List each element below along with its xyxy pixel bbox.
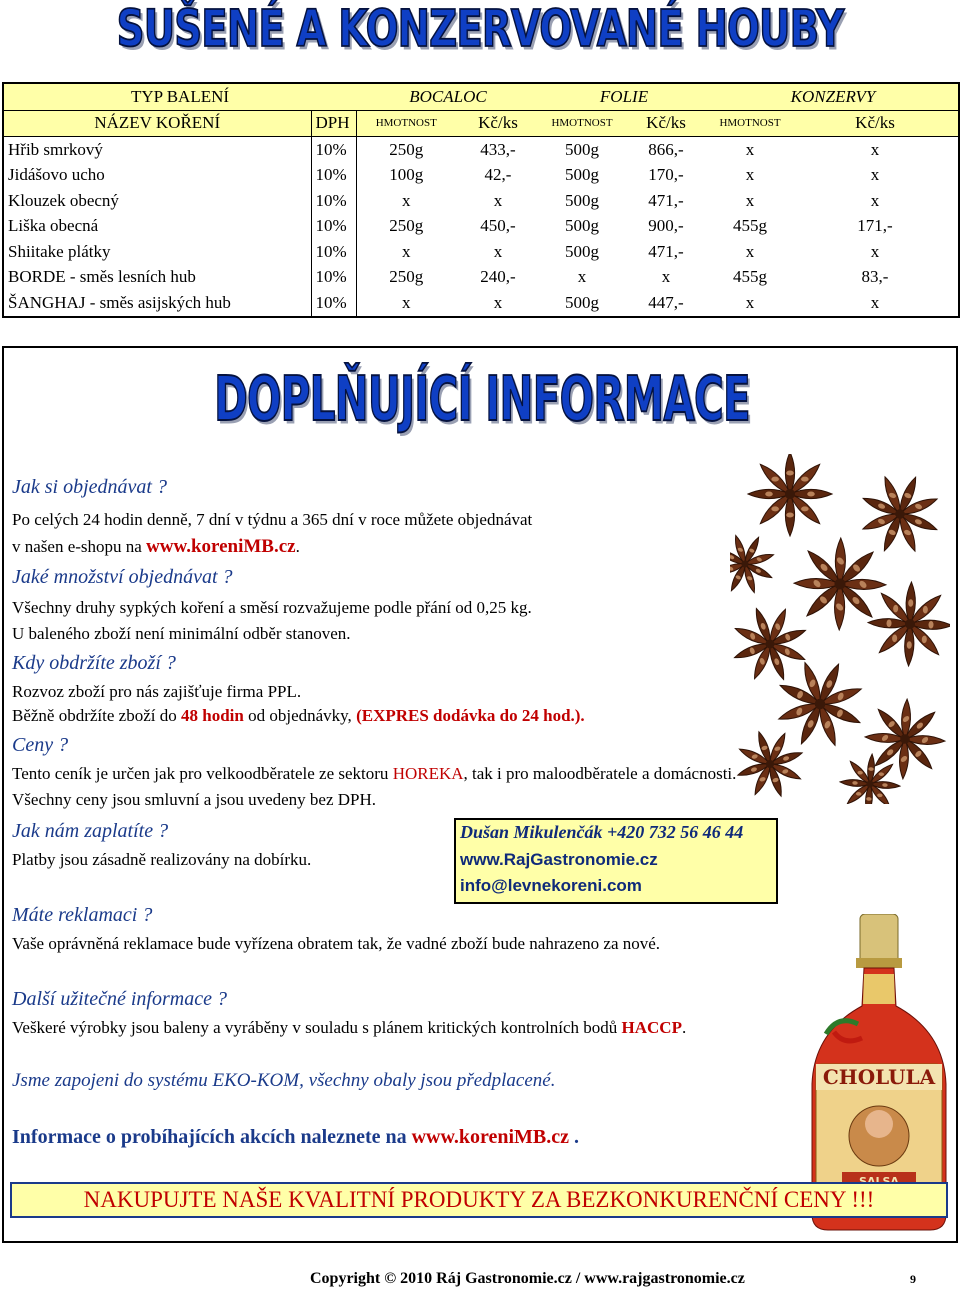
answer-payment: Platby jsou zásadně realizovány na dobírku.: [12, 850, 312, 869]
konzervy-weight-header: HMOTNOST: [708, 110, 792, 137]
item-dph: 10%: [311, 290, 356, 317]
bocaloc-price: 42,-: [484, 165, 512, 185]
item-name: Liška obecná: [8, 216, 99, 236]
bocaloc-weight: x: [402, 190, 411, 210]
contact-email-link[interactable]: info@levnekoreni.com: [460, 876, 642, 895]
bocaloc-price: x: [493, 190, 503, 210]
table-row: [3, 188, 959, 214]
bocaloc-price: 433,-: [480, 139, 516, 159]
answer-how-order-1: Po celých 24 hodin denně, 7 dní v týdnu a 365 dní v roce můžete objednávat: [12, 510, 533, 529]
table-row: [3, 137, 959, 163]
bocaloc-weight: 100g: [389, 165, 424, 185]
folie-weight: 500g: [565, 292, 599, 312]
price-table: [2, 82, 960, 318]
item-name: ŠANGHAJ - směs asijských hub: [8, 292, 231, 312]
item-name: Shiitake plátky: [8, 241, 111, 261]
question-more-info: Další užitečné informace ?: [12, 988, 227, 1010]
konzervy-weight: 455g: [733, 267, 768, 287]
item-dph: 10%: [311, 188, 356, 214]
konzervy-weight: x: [745, 165, 755, 185]
konzervy-price: 171,-: [857, 216, 893, 236]
konzervy-weight: x: [745, 190, 755, 210]
folie-price-header: Kč/ks: [624, 110, 708, 137]
promo-info: Informace o probíhajících akcích naleznete na www.koreniMB.cz .: [12, 1126, 580, 1148]
page-title: SUŠENÉ A KONZERVOVANÉ HOUBY: [116, 0, 844, 59]
ekokom-note: Jsme zapojeni do systému EKO-KOM, všechny obaly jsou předplacené.: [12, 1070, 556, 1091]
question-complaints: Máte reklamaci ?: [12, 904, 153, 926]
item-dph: 10%: [311, 214, 356, 240]
contact-name-phone: Dušan Mikulenčák +420 732 56 46 44: [460, 822, 744, 842]
folie-price: 447,-: [648, 292, 684, 312]
item-dph: 10%: [311, 265, 356, 291]
answer-how-order-2: v našen e-shopu na www.koreniMB.cz.: [12, 536, 300, 557]
bocaloc-header: BOCALOC: [356, 83, 540, 110]
folie-price: 471,-: [648, 241, 684, 261]
folie-weight: 500g: [565, 216, 599, 236]
bocaloc-weight: 250g: [389, 139, 424, 159]
bocaloc-price: 240,-: [480, 267, 516, 287]
info-box: [2, 346, 958, 1243]
item-name: Klouzek obecný: [8, 190, 119, 210]
bottle-label: CHOLULA: [822, 1065, 936, 1089]
konzervy-price: x: [870, 241, 880, 261]
folie-weight: 500g: [565, 190, 599, 210]
table-row: [3, 265, 959, 291]
konzervy-weight: x: [745, 241, 755, 261]
konzervy-price: x: [870, 165, 880, 185]
table-header-row-2: [3, 110, 959, 137]
folie-price: x: [661, 267, 671, 287]
answer-delivery-1: Rozvoz zboží pro nás zajišťuje firma PPL.: [12, 682, 302, 701]
bocaloc-weight: x: [402, 292, 411, 312]
promo-banner: NAKUPUJTE NAŠE KVALITNÍ PRODUKTY ZA BEZKONKURENČNÍ CENY !!!: [10, 1182, 948, 1218]
question-amount: Jaké množství objednávat ?: [12, 566, 233, 588]
konzervy-weight: x: [745, 292, 755, 312]
folie-price: 170,-: [648, 165, 684, 185]
bocaloc-weight: 250g: [389, 216, 424, 236]
answer-amount-1: Všechny druhy sypkých koření a směsí rozvažujeme podle přání od 0,25 kg.: [12, 598, 532, 617]
folie-price: 900,-: [648, 216, 684, 236]
folie-weight: 500g: [565, 139, 599, 159]
question-payment: Jak nám zaplatíte ?: [12, 820, 169, 842]
star-anise-photo: [730, 454, 950, 804]
question-delivery: Kdy obdržíte zboží ?: [12, 652, 176, 674]
answer-complaints: Vaše oprávněná reklamace bude vyřízena obratem tak, že vadné zboží bude nahrazeno za nové.: [12, 934, 661, 953]
page-number: 9: [910, 1272, 916, 1286]
folie-weight-header: HMOTNOST: [540, 110, 624, 137]
answer-prices-1: Tento ceník je určen jak pro velkoodběratele ze sektoru HOREKA, tak i pro maloodběratele a domácnosti.: [12, 764, 737, 783]
nazev-header: NÁZEV KOŘENÍ: [3, 110, 311, 137]
bocaloc-weight-header: HMOTNOST: [356, 110, 456, 137]
konzervy-weight: x: [745, 139, 755, 159]
konzervy-price: x: [870, 190, 880, 210]
bocaloc-price: x: [493, 241, 503, 261]
question-how-order: Jak si objednávat ?: [12, 476, 167, 498]
item-name: Hřib smrkový: [8, 139, 103, 159]
item-dph: 10%: [311, 239, 356, 265]
answer-amount-2: U baleného zboží není minimální odběr stanoven.: [12, 624, 351, 643]
promo-link[interactable]: www.koreniMB.cz: [411, 1126, 570, 1148]
answer-more-info: Veškeré výrobky jsou baleny a vyráběny v souladu s plánem kritických kontrolních bodů HACCP.: [12, 1018, 687, 1037]
bocaloc-price: 450,-: [480, 216, 516, 236]
footer-copyright: Copyright © 2010 Ráj Gastronomie.cz / www.rajgastronomie.cz: [310, 1270, 745, 1287]
item-dph: 10%: [311, 163, 356, 189]
question-prices: Ceny ?: [12, 734, 69, 756]
folie-header: FOLIE: [540, 83, 708, 110]
bocaloc-weight: x: [402, 241, 411, 261]
table-row: [3, 239, 959, 265]
eshop-link[interactable]: www.koreniMB.cz: [146, 536, 296, 557]
item-name: BORDE - směs lesních hub: [8, 267, 196, 287]
dph-header: DPH: [311, 110, 356, 137]
konzervy-price: 83,-: [861, 267, 889, 287]
folie-price: 471,-: [648, 190, 684, 210]
item-dph: 10%: [311, 137, 356, 163]
table-row: [3, 163, 959, 189]
answer-delivery-2: Běžně obdržíte zboží do 48 hodin od objednávky, (EXPRES dodávka do 24 hod.).: [12, 706, 585, 725]
konzervy-price-header: Kč/ks: [792, 110, 959, 137]
folie-weight: x: [577, 267, 587, 287]
bocaloc-price-header: Kč/ks: [456, 110, 540, 137]
konzervy-price: x: [870, 292, 880, 312]
typ-baleni-header: TYP BALENÍ: [3, 83, 356, 110]
konzervy-header: KONZERVY: [708, 83, 959, 110]
table-row: [3, 290, 959, 317]
bocaloc-weight: 250g: [389, 267, 424, 287]
table-row: [3, 214, 959, 240]
answer-prices-2: Všechny ceny jsou smluvní a jsou uvedeny bez DPH.: [12, 790, 377, 809]
contact-web-link[interactable]: www.RajGastronomie.cz: [460, 850, 658, 869]
info-title: DOPLŇUJÍCÍ INFORMACE: [214, 364, 750, 436]
folie-weight: 500g: [565, 241, 599, 261]
table-header-row-1: [3, 83, 959, 110]
folie-price: 866,-: [648, 139, 684, 159]
contact-box: [454, 818, 778, 904]
item-name: Jidášovo ucho: [8, 165, 105, 185]
folie-weight: 500g: [565, 165, 599, 185]
konzervy-weight: 455g: [733, 216, 768, 236]
konzervy-price: x: [870, 139, 880, 159]
bocaloc-price: x: [493, 292, 503, 312]
